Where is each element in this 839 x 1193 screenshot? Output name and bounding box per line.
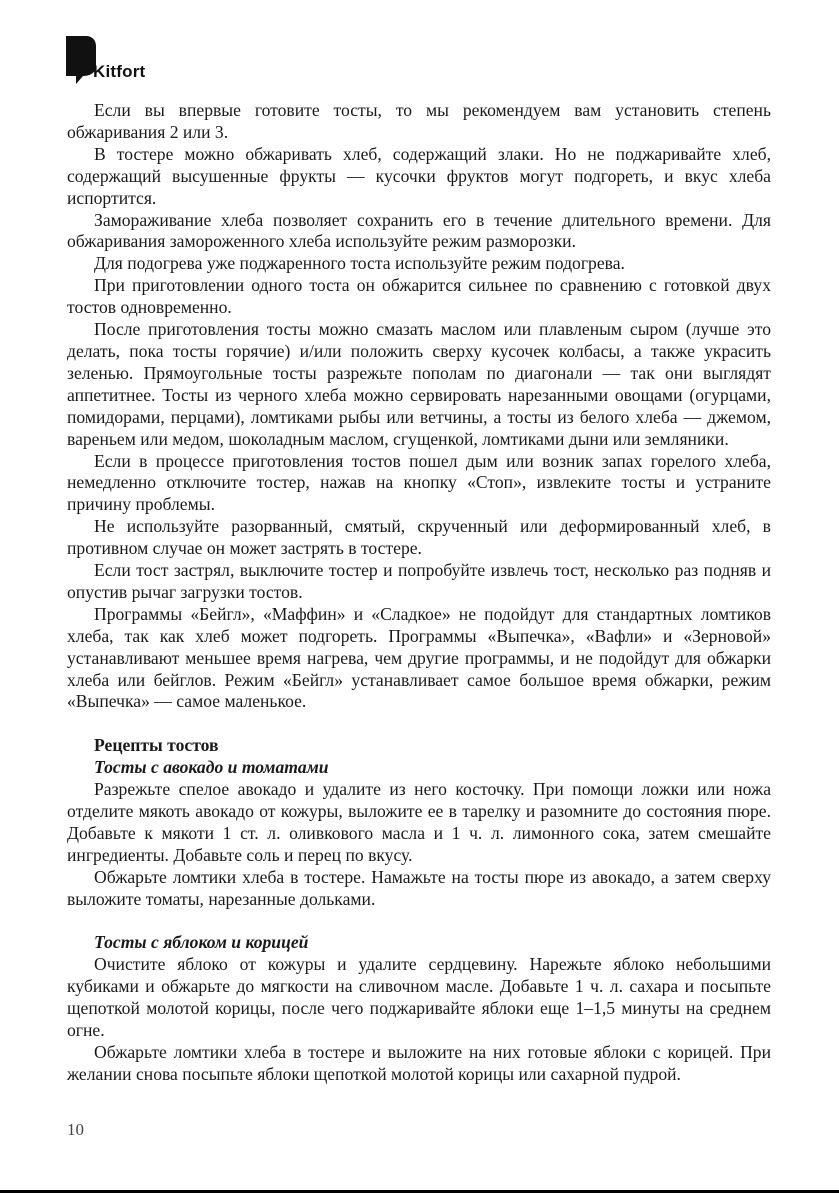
brand-name: Kitfort: [93, 62, 146, 81]
section-gap: [67, 713, 771, 735]
recipe-paragraph: Очистите яблоко от кожуры и удалите сердцевину. Нарежьте яблоко небольшими кубиками и обжарьте до мягкости на сливочном масле. Добавьте 1 ч. л. сахара и посыпьте щепоткой молотой корицы, после чего поджаривайте яблоки еще 1–1,5 минуты на среднем огне.: [67, 954, 771, 1041]
body-paragraph: В тостере можно обжаривать хлеб, содержащий злаки. Но не поджаривайте хлеб, содержащий высушенные фрукты — кусочки фруктов могут подгореть, и вкус хлеба испортится.: [67, 143, 771, 208]
body-paragraph: Если вы впервые готовите тосты, то мы рекомендуем вам установить степень обжаривания 2 или 3.: [67, 100, 771, 142]
body-paragraph: После приготовления тосты можно смазать маслом или плавленым сыром (лучше это делать, пока тосты горячие) и/или положить сверху кусочек колбасы, а также украсить зеленью. Прямоугольные тосты разрежьте пополам по диагонали — так они выглядят аппетитнее. Тосты из черного хлеба можно сервировать нарезанными овощами (огурцами, помидорами, перцами), ломтиками рыбы или ветчины, а тосты из белого хлеба — джемом, вареньем или медом, шоколадным маслом, сгущенкой, ломтиками дыни или земляники.: [67, 319, 771, 449]
recipe-paragraph: Разрежьте спелое авокадо и удалите из него косточку. При помощи ложки или ножа отделите мякоть авокадо от кожуры, выложите ее в тарелку и разомните до состояния пюре. Добавьте к мякоти 1 ст. л. оливкового масла и 1 ч. л. лимонного сока, затем смешайте ингредиенты. Добавьте соль и перец по вкусу.: [67, 779, 771, 865]
body-paragraph: Замораживание хлеба позволяет сохранить его в течение длительного времени. Для обжаривания замороженного хлеба используйте режим разморозки.: [67, 209, 771, 252]
page-content: [67, 100, 771, 1086]
recipes-heading: Рецепты тостов: [94, 735, 219, 756]
page-number: 10: [67, 1120, 84, 1139]
brand-logo: [66, 36, 176, 86]
body-paragraph: При приготовлении одного тоста он обжарится сильнее по сравнению с готовкой двух тостов одновременно.: [67, 275, 771, 318]
recipe-paragraph: Обжарьте ломтики хлеба в тостере и выложите на них готовые яблоки с корицей. При желании снова посыпьте яблоки щепоткой молотой корицы или сахарной пудрой.: [67, 1041, 771, 1084]
section-gap: [67, 911, 771, 933]
body-paragraph: Для подогрева уже поджаренного тоста используйте режим подогрева.: [94, 253, 625, 274]
body-paragraph: Программы «Бейгл», «Маффин» и «Сладкое» не подойдут для стандартных ломтиков хлеба, так как хлеб может подгореть. Программы «Выпечка», «Вафли» и «Зерновой» устанавливают меньшее время нагрева, чем другие программы, и не подойдут для обжарки хлеба или бейглов. Режим «Бейгл» устанавливает самое большое время обжарки, режим «Выпечка» — самое маленькое.: [67, 603, 771, 712]
body-paragraph: Если в процессе приготовления тостов пошел дым или возник запах горелого хлеба, немедленно отключите тостер, нажав на кнопку «Стоп», извлеките тосты и устраните причину проблемы.: [67, 450, 771, 515]
recipe-title-avocado: Тосты с авокадо и томатами: [94, 757, 329, 778]
body-paragraph: Не используйте разорванный, смятый, скрученный или деформированный хлеб, в противном случае он может застрять в тостере.: [67, 516, 771, 559]
recipe-title-apple: Тосты с яблоком и корицей: [94, 932, 309, 953]
body-paragraph: Если тост застрял, выключите тостер и попробуйте извлечь тост, несколько раз подняв и опустив рычаг загрузки тостов.: [67, 560, 771, 602]
recipe-paragraph: Обжарьте ломтики хлеба в тостере. Намажьте на тосты пюре из авокадо, а затем сверху выложите томаты, нарезанные дольками.: [67, 866, 771, 909]
